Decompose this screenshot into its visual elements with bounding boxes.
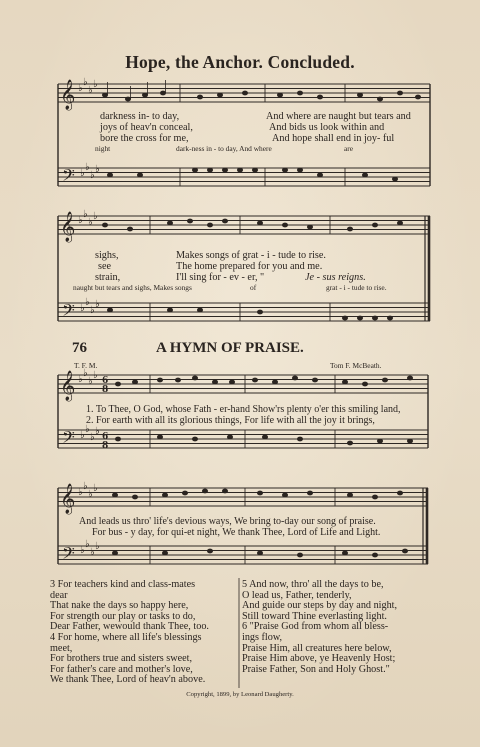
svg-text:♭: ♭ xyxy=(83,368,88,379)
svg-text:♭: ♭ xyxy=(95,164,100,175)
lyric-line: And hope shall end in joy- ful xyxy=(272,133,395,144)
svg-text:♭: ♭ xyxy=(85,162,90,173)
svg-text:♭: ♭ xyxy=(95,426,100,437)
svg-text:♭: ♭ xyxy=(88,489,93,500)
verse-line: For brothers true and sisters sweet, xyxy=(50,653,193,665)
svg-text:♭: ♭ xyxy=(78,83,83,94)
verse-line: We thank Thee, Lord of heav'n above. xyxy=(50,674,206,686)
verse-line: Dear Father, wewould thank Thee, too. xyxy=(50,621,209,633)
svg-text:♭: ♭ xyxy=(93,483,98,494)
bass-lyric: are xyxy=(344,144,354,153)
svg-text:𝄢: 𝄢 xyxy=(62,165,75,189)
svg-text:𝄢: 𝄢 xyxy=(62,543,75,567)
lyric-line: 1. To Thee, O God, whose Fath - er-hand Show'rs plenty o'er this smiling land, xyxy=(86,404,401,415)
svg-text:♭: ♭ xyxy=(93,370,98,381)
verse-line: Praise Him above, ye Heavenly Host; xyxy=(242,653,396,665)
svg-text:♭: ♭ xyxy=(90,305,95,316)
svg-text:♭: ♭ xyxy=(83,77,88,88)
words-credit: T. F. M. xyxy=(74,361,98,370)
svg-text:𝄞: 𝄞 xyxy=(60,484,76,514)
svg-text:𝄢: 𝄢 xyxy=(62,300,75,324)
svg-text:♭: ♭ xyxy=(88,376,93,387)
svg-text:♭: ♭ xyxy=(90,432,95,443)
svg-text:♭: ♭ xyxy=(88,85,93,96)
svg-text:♭: ♭ xyxy=(80,303,85,314)
svg-text:♭: ♭ xyxy=(80,545,85,556)
bass-lyric: night xyxy=(95,144,111,153)
svg-text:♭: ♭ xyxy=(95,541,100,552)
verses-left xyxy=(50,580,209,686)
verse-line: 4 For home, where all life's blessings xyxy=(50,631,202,643)
svg-text:♭: ♭ xyxy=(95,299,100,310)
svg-text:♭: ♭ xyxy=(88,217,93,228)
verse-line: Praise Him, all creatures here below, xyxy=(242,642,392,654)
lyric-line: strain, xyxy=(95,272,121,283)
lyric-line: bore the cross for me, xyxy=(100,133,189,144)
lyric-line: Makes songs of grat - i - tude to rise. xyxy=(176,250,326,261)
verse-line: And guide our steps by day and night, xyxy=(242,600,398,612)
svg-text:6: 6 xyxy=(102,432,109,442)
svg-text:♭: ♭ xyxy=(78,215,83,226)
bass-lyric: grat - i - tude to rise. xyxy=(326,283,387,292)
lyric-line: For bus - y day, for qui-et night, We thank Thee, Lord of Life and Light. xyxy=(92,527,381,538)
copyright: Copyright, 1899, by Leonard Daugherty. xyxy=(186,691,294,698)
svg-text:♭: ♭ xyxy=(80,168,85,179)
verse-line: ings flow, xyxy=(242,631,283,643)
verse-line: O lead us, Father, tenderly, xyxy=(242,589,352,601)
svg-text:𝄞: 𝄞 xyxy=(60,212,76,242)
svg-text:♭: ♭ xyxy=(85,539,90,550)
lyric-line: And bids us look within and xyxy=(269,122,385,133)
svg-text:♭: ♭ xyxy=(85,424,90,435)
svg-text:8: 8 xyxy=(102,385,109,395)
verse-line: 5 And now, thro' all the days to be, xyxy=(242,579,384,590)
svg-text:♭: ♭ xyxy=(83,481,88,492)
page-title: Hope, the Anchor. Concluded. xyxy=(125,52,355,72)
verse-line: Praise Father, Son and Holy Ghost." xyxy=(242,663,390,675)
svg-text:𝄢: 𝄢 xyxy=(62,427,75,451)
verse-line: 6 "Praise God from whom all bless- xyxy=(242,621,389,633)
verse-line: meet, xyxy=(50,642,73,654)
lyric-line: And leads us thro' life's devious ways, We bring to-day our song of praise. xyxy=(79,516,376,527)
svg-text:♭: ♭ xyxy=(78,374,83,385)
svg-text:♭: ♭ xyxy=(80,430,85,441)
hymn-title: A HYMN OF PRAISE. xyxy=(156,340,304,356)
lyric-line: Je - sus reigns. xyxy=(305,272,366,283)
verse-line: Still toward Thine everlasting light. xyxy=(242,610,387,622)
svg-text:♭: ♭ xyxy=(90,547,95,558)
lyric-line: 2. For earth with all its glorious things, For life with all the joy it brings, xyxy=(86,415,375,426)
verse-line: For father's care and mother's love, xyxy=(50,663,193,675)
lyric-line: sighs, xyxy=(95,250,119,261)
verse-line: dear xyxy=(50,589,68,601)
svg-text:♭: ♭ xyxy=(85,297,90,308)
lyric-line: darkness in- to day, xyxy=(100,111,180,122)
bass-lyric: dark-ness in - to day, And where xyxy=(176,144,272,153)
svg-text:♭: ♭ xyxy=(78,487,83,498)
svg-text:𝄞: 𝄞 xyxy=(60,371,76,401)
lyric-line: see xyxy=(98,261,112,272)
svg-text:♭: ♭ xyxy=(83,209,88,220)
lyric-line: I'll sing for - ev - er, " xyxy=(176,272,265,283)
svg-text:♭: ♭ xyxy=(93,79,98,90)
svg-text:𝄞: 𝄞 xyxy=(60,80,76,110)
svg-text:♭: ♭ xyxy=(90,170,95,181)
verse-line: 3 For teachers kind and class-mates xyxy=(50,579,196,590)
music-credit: Tom F. McBeath. xyxy=(330,361,382,370)
svg-text:8: 8 xyxy=(102,441,109,451)
bass-lyric: naught but tears and sighs, Makes songs xyxy=(73,283,192,292)
verses-right xyxy=(242,580,397,675)
verse-line: That nake the days so happy here, xyxy=(50,600,189,612)
hymn-number: 76 xyxy=(72,340,87,356)
verse-line: For strength our play or tasks to do, xyxy=(50,610,196,622)
svg-text:6: 6 xyxy=(102,376,109,386)
lyric-line: The home prepared for you and me. xyxy=(176,261,323,272)
lyric-line: joys of heav'n conceal, xyxy=(100,122,193,133)
lyric-line: And where are naught but tears and xyxy=(266,111,411,122)
svg-text:♭: ♭ xyxy=(93,211,98,222)
bass-lyric: of xyxy=(250,283,257,292)
